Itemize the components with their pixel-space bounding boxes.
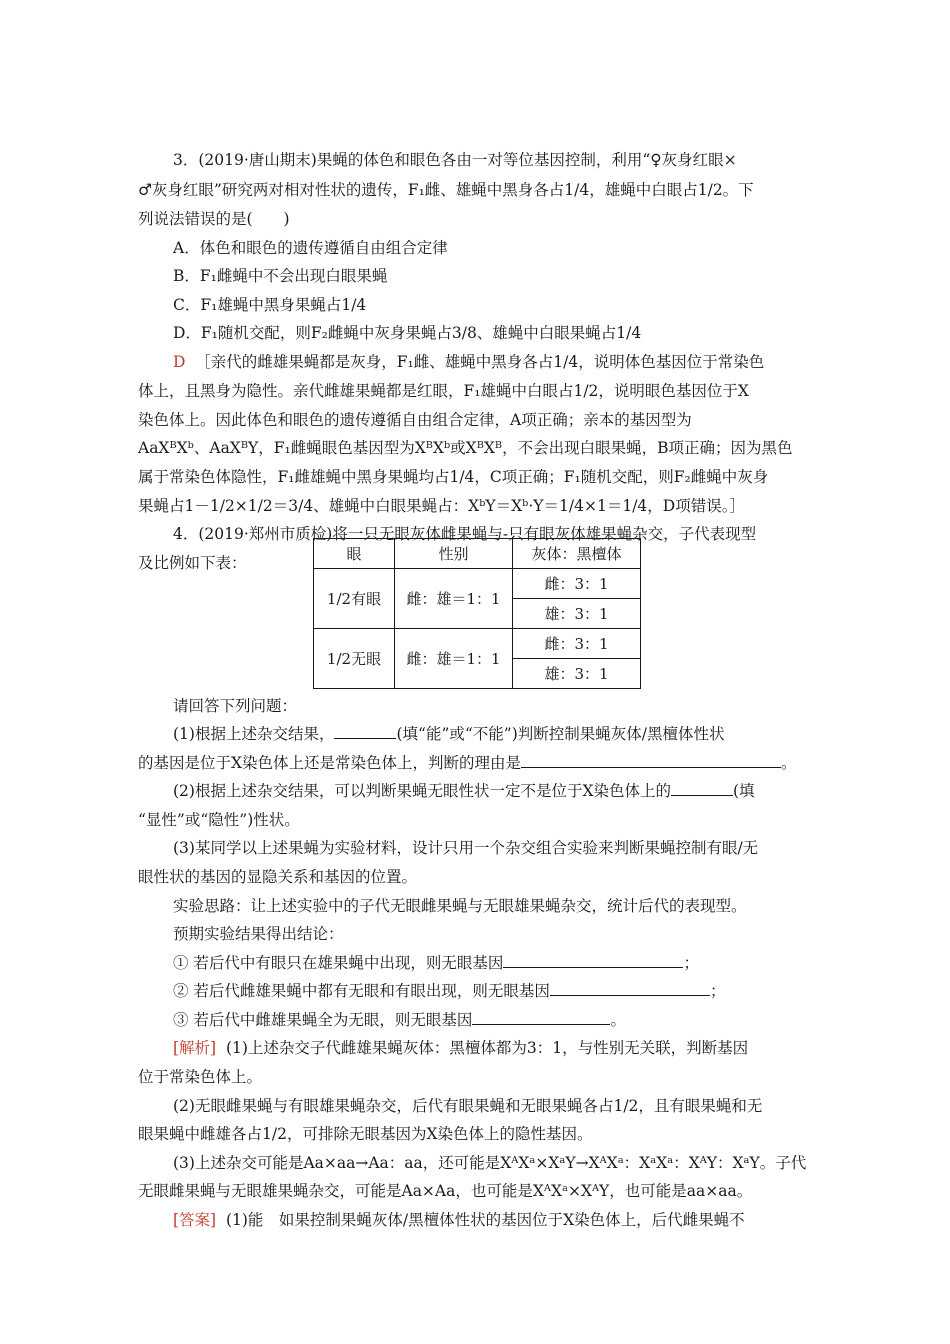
q3-option-a: A．体色和眼色的遗传遵循自由组合定律 bbox=[173, 239, 448, 257]
q4-analysis-text: (1)上述杂交子代雌雄果蝇灰体：黑檀体都为3：1，与性别无关联，判断基因 bbox=[225, 1039, 749, 1057]
q4-analysis-line1 bbox=[173, 1038, 748, 1058]
q3-option-c: C．F₁雄蝇中黑身果蝇占1/4 bbox=[173, 296, 367, 314]
q4-conclusion-text: ； bbox=[709, 982, 726, 1000]
q4-part3-line1: (3)某同学以上述果蝇为实验材料，设计只用一个杂交组合实验来判断果蝇控制有眼/无 bbox=[173, 839, 759, 857]
q3-explanation-text1: ［亲代的雌雄果蝇都是灰身，F₁雌、雄蝇中黑身各占1/4，说明体色基因位于常染色 bbox=[195, 353, 765, 371]
q3-stem-line2: ♂灰身红眼”研究两对相对性状的遗传，F₁雌、雄蝇中黑身各占1/4，雄蝇中白眼占1/2。下 bbox=[138, 181, 754, 199]
answer-blank[interactable] bbox=[671, 781, 733, 796]
table-cell-eye: 1/2无眼 bbox=[314, 629, 395, 689]
q4-idea: 实验思路：让上述实验中的子代无眼雌果蝇与无眼雄果蝇杂交，统计后代的表现型。 bbox=[173, 897, 747, 915]
answer-tag: [答案] bbox=[173, 1211, 217, 1229]
table-cell-ratio: 雄：3：1 bbox=[513, 659, 641, 689]
table-cell-ratio: 雌：3：1 bbox=[513, 629, 641, 659]
q3-stem-line1: 3．(2019·唐山期末)果蝇的体色和眼色各由一对等位基因控制，利用“♀灰身红眼× bbox=[173, 151, 737, 169]
answer-blank[interactable] bbox=[472, 1010, 610, 1025]
q4-part3-line2: 眼性状的基因的显隐关系和基因的位置。 bbox=[138, 868, 418, 886]
q4-part1-text: 的基因是位于X染色体上还是常染色体上，判断的理由是 bbox=[138, 754, 522, 772]
q4-analysis-line4: 眼果蝇中雌雄各占1/2，可排除无眼基因为X染色体上的隐性基因。 bbox=[138, 1125, 593, 1143]
q4-conclusion-text: ① 若后代中有眼只在雄果蝇中出现，则无眼基因 bbox=[173, 954, 504, 972]
q4-conclusion-text: ； bbox=[683, 954, 699, 972]
table-cell-sex: 雌：雄＝1：1 bbox=[395, 629, 513, 689]
answer-blank[interactable] bbox=[521, 753, 781, 768]
table-cell-eye: 1/2有眼 bbox=[314, 569, 395, 629]
table-header-row bbox=[314, 539, 641, 569]
q3-explanation-line2: 体上，且黑身为隐性。亲代雌雄果蝇都是红眼，F₁雄蝇中白眼占1/2，说明眼色基因位于X bbox=[138, 382, 749, 400]
q3-answer-letter: D bbox=[173, 353, 186, 371]
q4-analysis-line2: 位于常染色体上。 bbox=[138, 1068, 263, 1086]
table-row bbox=[314, 569, 641, 599]
table-header: 眼 bbox=[314, 539, 395, 569]
q4-part1-line2 bbox=[138, 753, 797, 773]
q4-answer-text: (1)能 如果控制果蝇灰体/黑檀体性状的基因位于X染色体上，后代雌果蝇不 bbox=[225, 1211, 745, 1229]
q4-part2-text: (填 bbox=[733, 782, 755, 800]
q4-conclusion-text: 。 bbox=[610, 1011, 626, 1029]
q3-explanation-line5: 属于常染色体隐性，F₁雌雄蝇中黑身果蝇均占1/4，C项正确；F₁随机交配，则F₂雌蝇中灰身 bbox=[138, 468, 769, 486]
table-header: 性别 bbox=[395, 539, 513, 569]
q4-analysis-line5: (3)上述杂交可能是Aa×aa→Aa：aa，还可能是XᴬXᵃ×XᵃY→XᴬXᵃ：XᵃXᵃ：XᴬY：XᵃY。子代 bbox=[173, 1154, 807, 1172]
analysis-tag: [解析] bbox=[173, 1039, 217, 1057]
q4-conclusion-3 bbox=[173, 1010, 626, 1030]
q4-conclusion-text: ③ 若后代中雌雄果蝇全为无眼，则无眼基因 bbox=[173, 1011, 473, 1029]
q3-explanation-line4: AaXᴮXᵇ、AaXᴮY，F₁雌蝇眼色基因型为XᴮXᵇ或XᴮXᴮ，不会出现白眼果蝇，B项正确；因为黑色 bbox=[138, 439, 793, 457]
result-table bbox=[313, 538, 641, 689]
q4-part1-line1 bbox=[173, 724, 724, 744]
q4-part1-text: (1)根据上述杂交结果， bbox=[173, 725, 335, 743]
q4-stem-line1: 4．(2019·郑州市质检)将一只无眼灰体雌果蝇与-只有眼灰体雄果蝇杂交，子代表现型 bbox=[173, 525, 757, 543]
q4-conclusion-2 bbox=[173, 981, 725, 1001]
table-cell-ratio: 雄：3：1 bbox=[513, 599, 641, 629]
table-cell-sex: 雌：雄＝1：1 bbox=[395, 569, 513, 629]
q4-part1-text: (填“能”或“不能”)判断控制果蝇灰体/黑檀体性状 bbox=[396, 725, 725, 743]
answer-blank[interactable] bbox=[550, 981, 710, 996]
q4-analysis-line3: (2)无眼雌果蝇与有眼雄果蝇杂交，后代有眼果蝇和无眼果蝇各占1/2，且有眼果蝇和无 bbox=[173, 1097, 763, 1115]
q4-stem-line2: 及比例如下表： bbox=[138, 554, 247, 572]
q4-part2-text: (2)根据上述杂交结果，可以判断果蝇无眼性状一定不是位于X染色体上的 bbox=[173, 782, 671, 800]
q4-conclusion-text: ② 若后代雌雄果蝇中都有无眼和有眼出现，则无眼基因 bbox=[173, 982, 550, 1000]
q4-predict: 预期实验结果得出结论： bbox=[173, 925, 344, 943]
q3-option-d: D．F₁随机交配，则F₂雌蝇中灰身果蝇占3/8、雄蝇中白眼果蝇占1/4 bbox=[173, 324, 642, 342]
q3-option-b: B．F₁雌蝇中不会出现白眼果蝇 bbox=[173, 267, 388, 285]
q4-part2-line2: “显性”或“隐性”)性状。 bbox=[138, 811, 300, 829]
q4-conclusion-1 bbox=[173, 953, 699, 973]
table-row bbox=[314, 629, 641, 659]
q4-answer-line1 bbox=[173, 1210, 745, 1230]
q4-prompt: 请回答下列问题： bbox=[173, 697, 298, 715]
q3-stem-line3: 列说法错误的是( ) bbox=[138, 210, 290, 228]
answer-blank[interactable] bbox=[503, 953, 683, 968]
q4-analysis-line6: 无眼雌果蝇与无眼雄果蝇杂交，可能是Aa×Aa，也可能是XᴬXᵃ×XᴬY，也可能是aa×aa。 bbox=[138, 1182, 753, 1200]
q3-explanation-line1 bbox=[173, 352, 764, 372]
table-cell-ratio: 雌：3：1 bbox=[513, 569, 641, 599]
answer-blank[interactable] bbox=[334, 724, 396, 739]
table-header: 灰体：黑檀体 bbox=[513, 539, 641, 569]
q4-part2-line1 bbox=[173, 781, 755, 801]
q4-part1-text: 。 bbox=[781, 754, 797, 772]
q3-explanation-line6: 果蝇占1－1/2×1/2＝3/4、雄蝇中白眼果蝇占：XᵇY＝Xᵇ·Y＝1/4×1＝1/4，D项错误。］ bbox=[138, 497, 745, 515]
q3-explanation-line3: 染色体上。因此体色和眼色的遗传遵循自由组合定律，A项正确；亲本的基因型为 bbox=[138, 411, 692, 429]
